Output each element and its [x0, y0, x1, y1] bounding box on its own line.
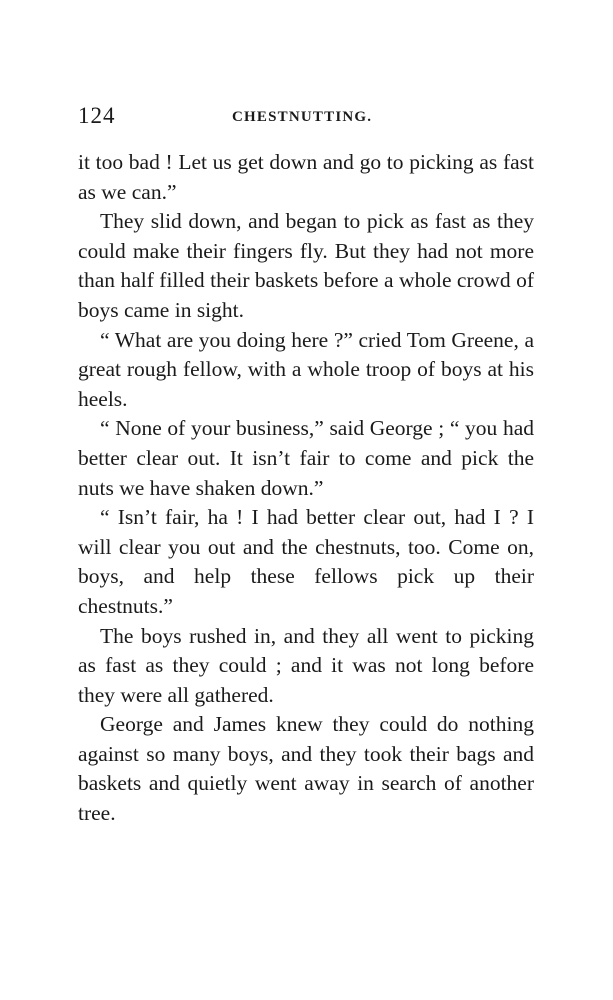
paragraph: “ Isn’t fair, ha ! I had better clear out, had I ? I will clear you out and the chestnuts, too. Come on, boys, and help these fellows pick up their chestnuts.”	[78, 505, 534, 618]
paragraph: “ What are you doing here ?” cried Tom Greene, a great rough fellow, with a whole troop of boys at his heels.	[78, 327, 534, 411]
paragraph: They slid down, and began to pick as fast as they could make their fingers fly. But they had not more than half filled their baskets before a whole crowd of boys came in sight.	[78, 209, 534, 322]
paragraph: The boys rushed in, and they all went to picking as fast as they could ; and it was not long before they were all gathered.	[78, 623, 534, 707]
page-number: 124	[78, 103, 116, 128]
running-head	[78, 103, 533, 133]
paragraph: “ None of your business,” said George ; “ you had better clear out. It isn’t fair to come and pick the nuts we have shaken down.”	[78, 416, 534, 500]
running-title: CHESTNUTTING.	[232, 109, 373, 125]
paragraph: George and James knew they could do nothing against so many boys, and they took their bags and baskets and quietly went away in search of another tree.	[78, 712, 534, 826]
body-text	[78, 148, 534, 829]
paragraph-continued: it too bad ! Let us get down and go to picking as fast as we can.”	[78, 150, 534, 204]
